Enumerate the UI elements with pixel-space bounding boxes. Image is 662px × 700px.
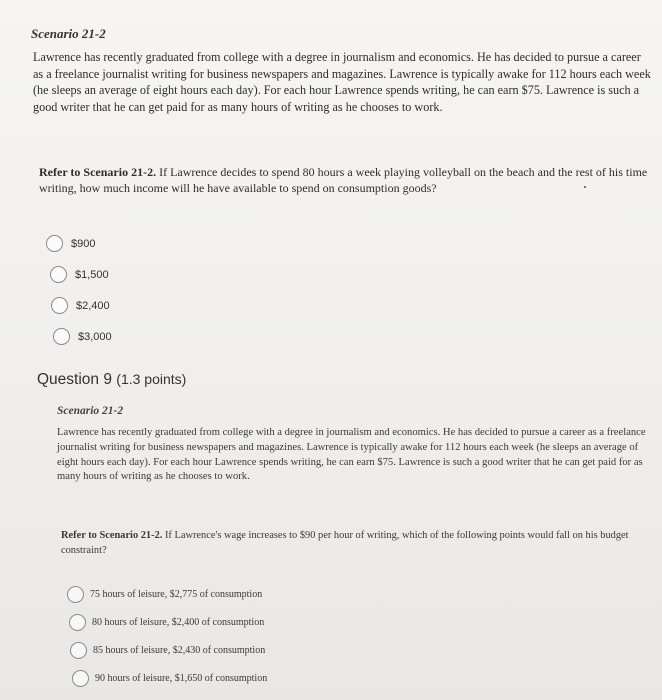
radio-button[interactable] <box>51 297 68 314</box>
question-9-ref: Refer to Scenario 21-2. <box>61 530 163 541</box>
radio-button[interactable] <box>72 670 89 687</box>
question-9-options <box>67 580 267 692</box>
question-8-prompt: If Lawrence decides to spend 80 hours a week playing volleyball on the beach and the rest of his time writing, how much income will he have available to spend on consumption goods? <box>39 165 648 195</box>
option-90-hours[interactable] <box>67 664 267 692</box>
option-3000[interactable] <box>46 321 112 352</box>
option-label: 85 hours of leisure, $2,430 of consumption <box>93 644 266 656</box>
option-label: 90 hours of leisure, $1,650 of consumption <box>95 672 268 684</box>
scenario-2-title: Scenario 21-2 <box>57 405 124 417</box>
scenario-title: Scenario 21-2 <box>31 26 106 41</box>
cursor-dot <box>584 186 586 188</box>
option-label: $1,500 <box>75 268 109 281</box>
option-label: 75 hours of leisure, $2,775 of consumption <box>90 588 263 600</box>
question-9-title: Question 9 <box>37 371 112 388</box>
question-9-heading <box>37 371 186 389</box>
question-8-options <box>46 228 112 352</box>
question-9-text <box>61 528 651 558</box>
option-label: 80 hours of leisure, $2,400 of consumption <box>92 616 265 628</box>
option-label: $900 <box>71 237 96 250</box>
option-80-hours[interactable] <box>67 608 267 636</box>
radio-button[interactable] <box>46 235 63 252</box>
scenario-body: Lawrence has recently graduated from college with a degree in journalism and economics. He has decided to pursue a career as a freelance journalist writing for business newspapers and magazines. Lawrence is typically awake for 112 hours each week (he sleeps an average of eight hours each day). For each hour Lawrence spends writing, he can earn $75. Lawrence is such a good writer that he can get paid for as many hours of writing as he chooses to work. <box>33 50 651 114</box>
option-2400[interactable] <box>46 290 112 321</box>
question-9-prompt: If Lawrence's wage increases to $90 per hour of writing, which of the following points would fall on his budget constraint? <box>61 530 629 556</box>
option-label: $2,400 <box>76 299 110 312</box>
question-8-ref: Refer to Scenario 21-2. <box>39 165 157 179</box>
radio-button[interactable] <box>70 642 87 659</box>
scenario-2-body: Lawrence has recently graduated from college with a degree in journalism and economics. He has decided to pursue a career as a freelance journalist writing for business newspapers and magazines. Lawrence is typically awake for 112 hours each week (he sleeps an average of eight hours each day). For each hour Lawrence spends writing, he can earn $75. Lawrence is such a good writer that he can get paid for as many hours of writing as he chooses to work. <box>57 427 646 483</box>
radio-button[interactable] <box>53 328 70 345</box>
radio-button[interactable] <box>67 586 84 603</box>
option-85-hours[interactable] <box>67 636 267 664</box>
radio-button[interactable] <box>69 614 86 631</box>
question-9-points: (1.3 points) <box>116 371 187 387</box>
question-8-text <box>39 164 651 196</box>
radio-button[interactable] <box>50 266 67 283</box>
option-label: $3,000 <box>78 330 112 343</box>
option-75-hours[interactable] <box>67 580 267 608</box>
option-1500[interactable] <box>46 259 112 290</box>
option-900[interactable] <box>46 228 112 259</box>
